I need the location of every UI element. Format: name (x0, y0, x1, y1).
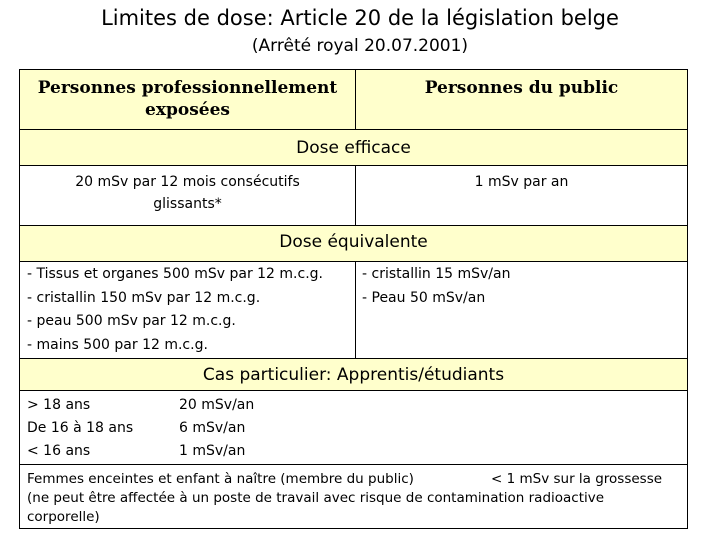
effective-public-cell (355, 165, 688, 226)
special-age: < 16 ans (27, 443, 91, 459)
header-public-label: Personnes du public (424, 78, 619, 98)
special-ages (27, 394, 133, 463)
band-effective-dose-label: Dose efficace (296, 138, 411, 158)
effective-professionals-line1: 20 mSv par 12 mois consécutifs (75, 174, 300, 190)
equivalent-public-cell (355, 261, 688, 359)
pregnant-cell (19, 464, 688, 529)
equivalent-professionals-item: - mains 500 par 12 m.c.g. (27, 336, 208, 353)
effective-professionals-line2: glissants* (153, 196, 222, 212)
special-limit: 1 mSv/an (179, 443, 246, 459)
header-public (355, 69, 688, 130)
effective-public-value: 1 mSv par an (474, 174, 569, 190)
pregnant-line: (ne peut être affectée à un poste de travail avec risque de contamination radioactive (27, 490, 605, 506)
band-special-case (19, 358, 688, 391)
special-limit: 6 mSv/an (179, 420, 246, 436)
band-equivalent-dose-label: Dose équivalente (279, 232, 428, 252)
special-case-cell (19, 390, 688, 465)
equivalent-professionals-item: - cristallin 150 mSv par 12 m.c.g. (27, 289, 261, 306)
effective-professionals-cell (19, 165, 356, 226)
special-age: > 18 ans (27, 397, 91, 413)
special-age: De 16 à 18 ans (27, 420, 134, 436)
band-equivalent-dose (19, 225, 688, 262)
header-professionals-line1: Personnes professionnellement (37, 78, 338, 98)
equivalent-professionals-item: - peau 500 mSv par 12 m.c.g. (27, 313, 236, 329)
special-limits (179, 394, 254, 463)
pregnant-limit: < 1 mSv sur la grossesse (491, 471, 663, 487)
band-effective-dose (19, 129, 688, 166)
equivalent-professionals-item: - Tissus et organes 500 mSv par 12 m.c.g. (27, 266, 323, 282)
pregnant-line: Femmes enceintes et enfant à naître (membre du public) (27, 471, 414, 487)
band-special-case-label: Cas particulier: Apprentis/étudiants (202, 365, 505, 385)
special-limit: 20 mSv/an (179, 397, 255, 413)
equivalent-public-item: - cristallin 15 mSv/an (362, 266, 511, 282)
header-professionals-line2: exposées (145, 100, 230, 120)
equivalent-public-item: - Peau 50 mSv/an (362, 289, 486, 306)
equivalent-professionals-cell (19, 261, 356, 359)
page-title: Limites de dose: Article 20 de la législation belge (101, 6, 619, 30)
pregnant-line: corporelle) (27, 509, 100, 525)
page-subtitle: (Arrêté royal 20.07.2001) (251, 36, 469, 56)
header-professionals (19, 69, 356, 130)
